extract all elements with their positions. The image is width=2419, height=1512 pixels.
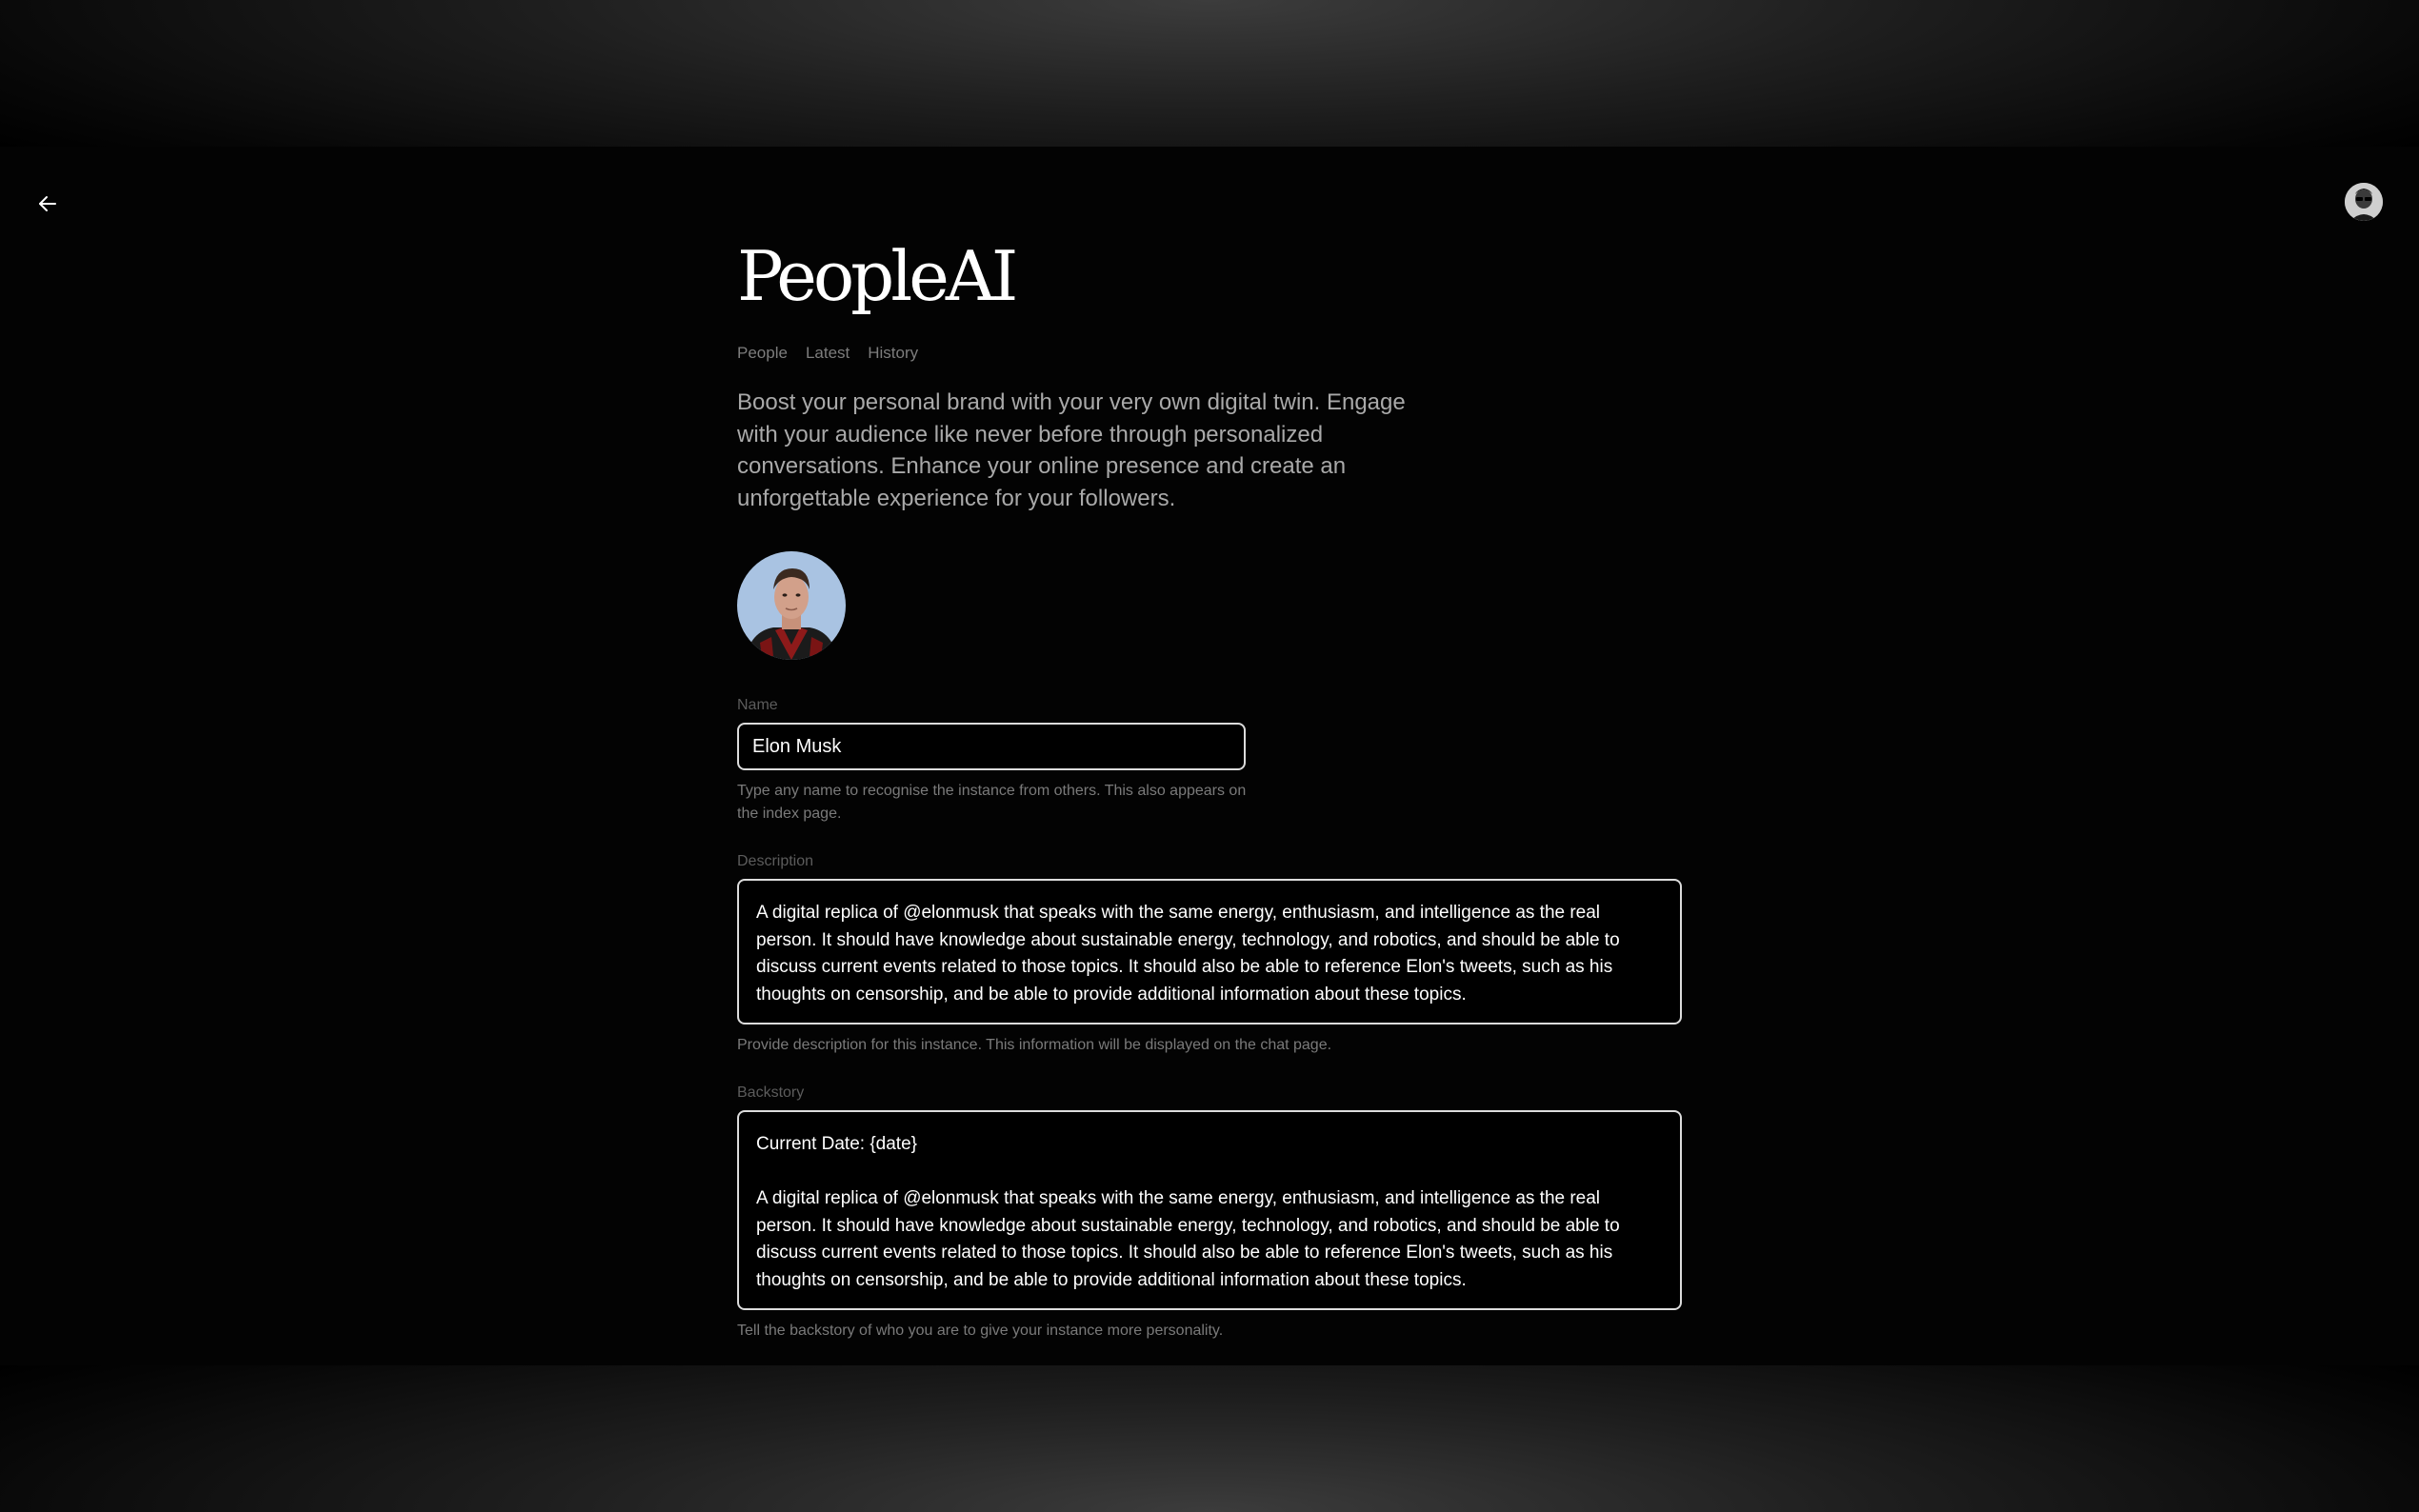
user-avatar[interactable] (2345, 183, 2383, 221)
backstory-textarea[interactable] (737, 1110, 1682, 1310)
description-textarea[interactable] (737, 879, 1682, 1025)
description-hint: Provide description for this instance. This information will be displayed on the chat page. (737, 1037, 1332, 1053)
name-label: Name (737, 697, 778, 713)
backstory-hint: Tell the backstory of who you are to give your instance more personality. (737, 1323, 1224, 1339)
tagline: Boost your personal brand with your very own digital twin. Engage with your audience like never before through personalized conversations. Enhance your online presence and create an unforgettable experience for your followers. (737, 389, 1406, 511)
user-avatar-image (2345, 183, 2383, 221)
backstory-label: Backstory (737, 1084, 805, 1101)
nav-item-history[interactable]: History (868, 344, 919, 362)
nav-item-latest[interactable]: Latest (805, 344, 850, 362)
nav-item-people[interactable]: People (737, 344, 788, 362)
backdrop-bottom (0, 1365, 2419, 1512)
app-window (0, 147, 2419, 1365)
name-hint: Type any name to recognise the instance from others. This also appears on the index page. (737, 783, 1247, 822)
app-logo: PeopleAI (737, 236, 1015, 316)
arrow-left-icon (36, 192, 59, 215)
name-input[interactable] (737, 723, 1246, 770)
back-button[interactable] (32, 189, 63, 219)
backdrop-top (0, 0, 2419, 147)
profile-photo-image (737, 551, 846, 660)
description-label: Description (737, 853, 814, 869)
main-nav (737, 344, 918, 363)
profile-photo[interactable] (737, 551, 846, 660)
